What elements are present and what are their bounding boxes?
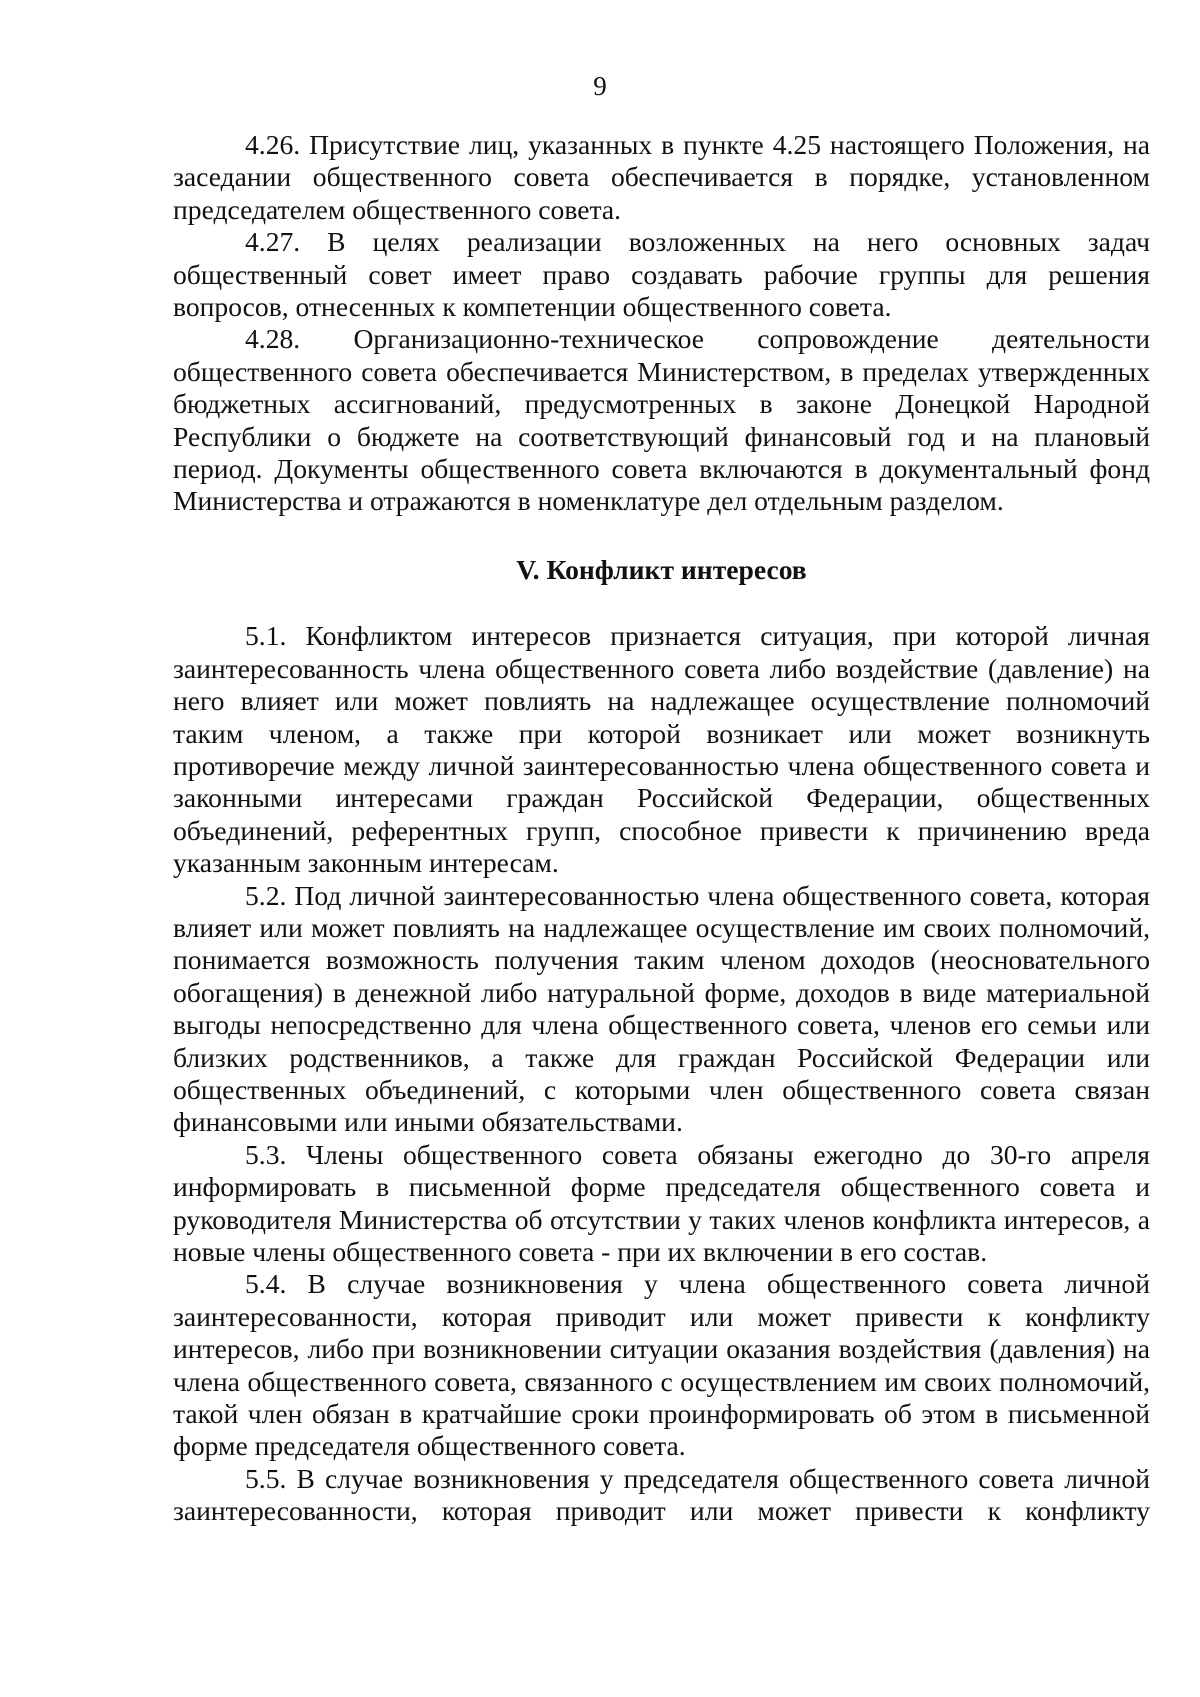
paragraph-5-5: 5.5. В случае возникновения у председателя общественного совета личной заинтересованности, которая приводит или может привести к конфликту <box>173 1462 1150 1527</box>
page-number: 9 <box>593 71 607 101</box>
document-body <box>173 129 1150 1528</box>
section-heading: V. Конфликт интересов <box>516 553 807 585</box>
paragraph-4-28: 4.28. Организационно-техническое сопровождение деятельности общественного совета обеспечивается Министерством, в пределах утвержденных бюджетных ассигнований, предусмотренных в законе Донецкой Народной Республики о бюджете на соответствующий финансовый год и на плановый период. Документы общественного совета включаются в документальный фонд Министерства и отражаются в номенклатуре дел отдельным разделом. <box>173 323 1150 517</box>
paragraph-4-27: 4.27. В целях реализации возложенных на него основных задач общественный совет имеет право создавать рабочие группы для решения вопросов, отнесенных к компетенции общественного совета. <box>173 226 1150 323</box>
paragraph-5-3: 5.3. Члены общественного совета обязаны ежегодно до 30-го апреля информировать в письменной форме председателя общественного совета и руководителя Министерства об отсутствии у таких членов конфликта интересов, а новые члены общественного совета - при их включении в его состав. <box>173 1138 1150 1267</box>
paragraph-5-1: 5.1. Конфликтом интересов признается ситуация, при которой личная заинтересованность члена общественного совета либо воздействие (давление) на него влияет или может повлиять на надлежащее осуществление полномочий таким членом, а также при которой возникает или может возникнуть противоречие между личной заинтересованностью члена общественного совета и законными интересами граждан Российской Федерации, общественных объединений, референтных групп, способное привести к причинению вреда указанным законным интересам. <box>173 620 1150 879</box>
paragraph-4-26: 4.26. Присутствие лиц, указанных в пункте 4.25 настоящего Положения, на заседании общественного совета обеспечивается в порядке, установленном председателем общественного совета. <box>173 129 1150 225</box>
paragraph-5-2: 5.2. Под личной заинтересованностью члена общественного совета, которая влияет или может повлиять на надлежащее осуществление им своих полномочий, понимается возможность получения таким членом доходов (неосновательного обогащения) в денежной либо натуральной форме, доходов в виде материальной выгоды непосредственно для члена общественного совета, членов его семьи или близких родственников, а также для граждан Российской Федерации или общественных объединений, с которыми член общественного совета связан финансовыми или иными обязательствами. <box>173 879 1150 1138</box>
paragraph-5-4: 5.4. В случае возникновения у члена общественного совета личной заинтересованности, которая приводит или может привести к конфликту интересов, либо при возникновении ситуации оказания воздействия (давления) на члена общественного совета, связанного с осуществлением им своих полномочий, такой член обязан в кратчайшие сроки проинформировать об этом в письменной форме председателя общественного совета. <box>173 1268 1150 1462</box>
